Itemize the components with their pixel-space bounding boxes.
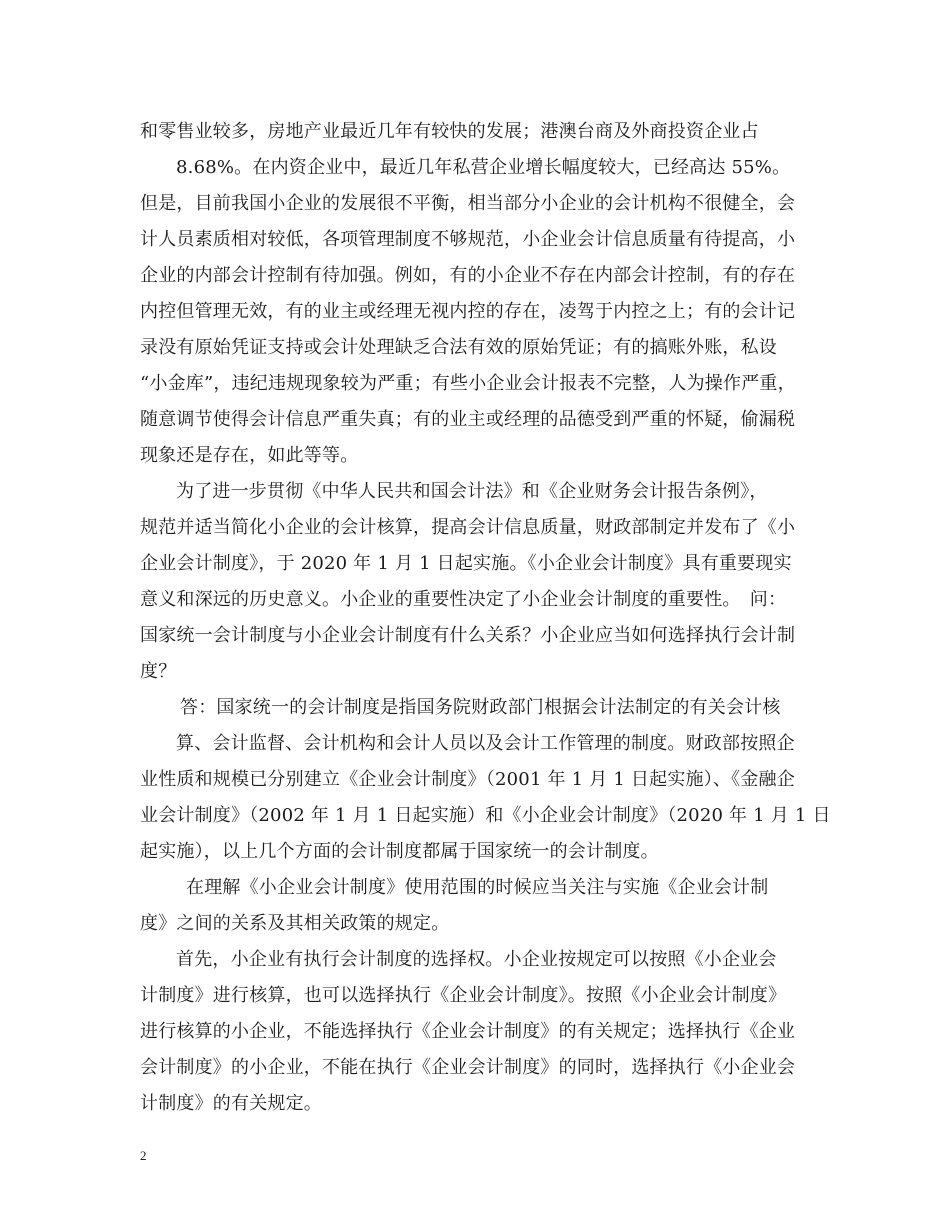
text-line: 首先，小企业有执行会计制度的选择权。小企业按规定可以按照《小企业会 — [176, 949, 777, 970]
text-line: 计人员素质相对较低，各项管理制度不够规范，小企业会计信息质量有待提高，小 — [140, 229, 796, 250]
text-line: 规范并适当简化小企业的会计核算，提高会计信息质量，财政部制定并发布了《小 — [140, 517, 796, 538]
text-line: 计制度》的有关规定。 — [140, 1093, 322, 1114]
text-line: 但是，目前我国小企业的发展很不平衡，相当部分小企业的会计机构不很健全，会 — [140, 193, 796, 214]
text-line: 为了进一步贯彻《中华人民共和国会计法》和《企业财务会计报告条例》， — [176, 481, 768, 502]
text-line: 度》之间的关系及其相关政策的规定。 — [140, 913, 450, 934]
text-line: 和零售业较多，房地产业最近几年有较快的发展；港澳台商及外商投资企业占 — [140, 121, 759, 142]
text-line: 现象还是存在，如此等等。 — [140, 445, 359, 466]
text-line: 8.68%。在内资企业中，最近几年私营企业增长幅度较大，已经高达 55%。 — [176, 157, 791, 178]
text-line: 意义和深远的历史意义。小企业的重要性决定了小企业会计制度的重要性。 问： — [140, 589, 787, 610]
text-line: 计制度》进行核算，也可以选择执行《企业会计制度》。按照《小企业会计制度》 — [140, 985, 787, 1006]
text-line: 企业的内部会计控制有待加强。例如，有的小企业不存在内部会计控制，有的存在 — [140, 265, 796, 286]
text-line: 在理解《小企业会计制度》使用范围的时候应当关注与实施《企业会计制 — [186, 877, 769, 898]
text-line: 企业会计制度》，于 2020 年 1 月 1 日起实施。《小企业会计制度》具有重要现实 — [140, 553, 792, 574]
text-line: 国家统一会计制度与小企业会计制度有什么关系？小企业应当如何选择执行会计制 — [140, 625, 796, 646]
text-line: 业性质和规模已分别建立《企业会计制度》（2001 年 1 月 1 日起实施）、《金融企 — [140, 769, 795, 790]
text-line: “小金库”，违纪违规现象较为严重；有些小企业会计报表不完整，人为操作严重， — [140, 373, 796, 394]
text-line: 内控但管理无效，有的业主或经理无视内控的存在，凌驾于内控之上；有的会计记 — [140, 301, 796, 322]
text-line: 起实施），以上几个方面的会计制度都属于国家统一的会计制度。 — [140, 841, 659, 862]
text-line: 进行核算的小企业，不能选择执行《企业会计制度》的有关规定；选择执行《企业 — [140, 1021, 796, 1042]
text-line: 会计制度》的小企业，不能在执行《企业会计制度》的同时，选择执行《小企业会 — [140, 1057, 796, 1078]
text-line: 算、会计监督、会计机构和会计人员以及会计工作管理的制度。财政部按照企 — [176, 733, 795, 754]
text-line: 随意调节使得会计信息严重失真；有的业主或经理的品德受到严重的怀疑，偷漏税 — [140, 409, 796, 430]
text-line: 度？ — [140, 661, 177, 682]
page-number: 2 — [140, 1148, 147, 1163]
text-line: 录没有原始凭证支持或会计处理缺乏合法有效的原始凭证；有的搞账外账，私设 — [140, 337, 777, 358]
text-line: 答：国家统一的会计制度是指国务院财政部门根据会计法制定的有关会计核 — [180, 697, 781, 718]
text-line: 业会计制度》（2002 年 1 月 1 日起实施）和《小企业会计制度》（2020 年 1 月 1 日 — [140, 805, 831, 826]
